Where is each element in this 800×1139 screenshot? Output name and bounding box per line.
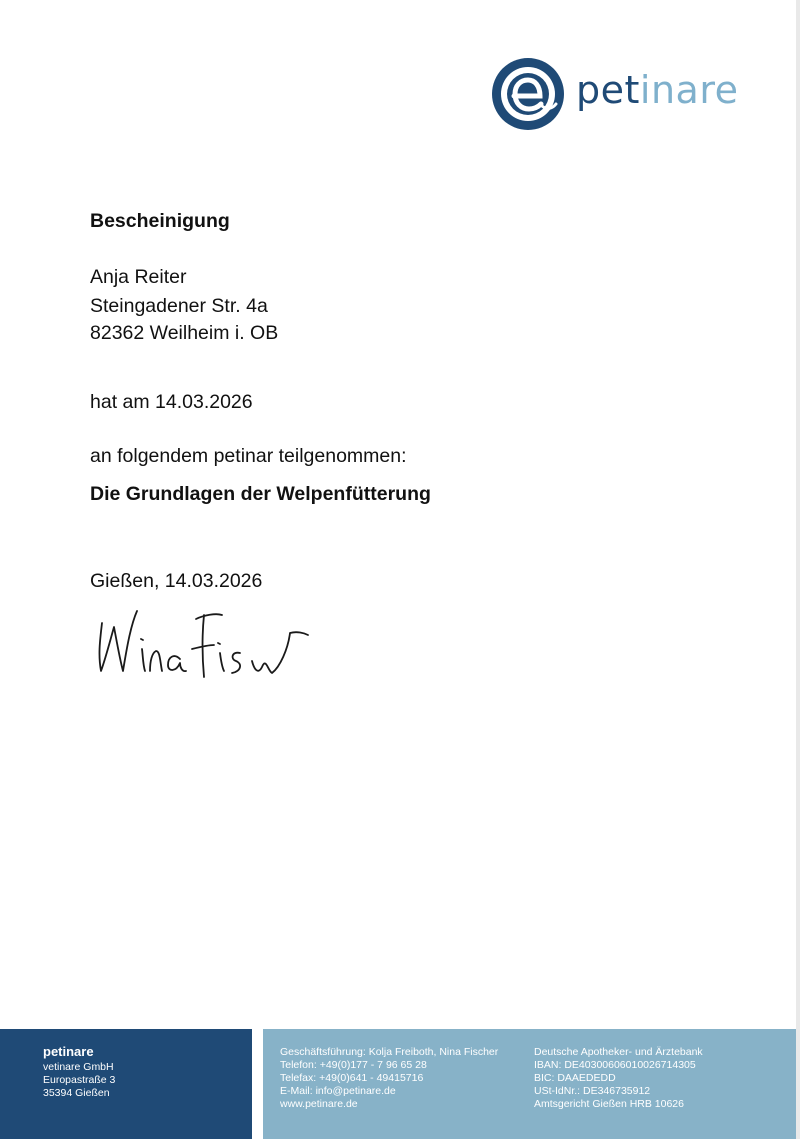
recipient-street: Steingadener Str. 4a [90, 295, 268, 317]
petinare-logo [490, 56, 750, 132]
recipient-city: 82362 Weilheim i. OB [90, 322, 279, 344]
logo-wordmark-dark: pet [576, 68, 640, 112]
footer-register: Amtsgericht Gießen HRB 10626 [534, 1098, 684, 1110]
document-heading: Bescheinigung [90, 210, 230, 232]
recipient-name: Anja Reiter [90, 266, 187, 288]
participation-date: hat am 14.03.2026 [90, 391, 253, 413]
footer-info-block [263, 1029, 796, 1139]
handwritten-signature [92, 605, 322, 685]
footer-email: E-Mail: info@petinare.de [280, 1085, 396, 1097]
footer-company-street: Europastraße 3 [43, 1074, 116, 1086]
footer-management: Geschäftsführung: Kolja Freiboth, Nina Fischer [280, 1046, 499, 1058]
footer-company-block [0, 1029, 252, 1139]
footer-company-name: vetinare GmbH [43, 1061, 114, 1073]
footer-fax: Telefax: +49(0)641 - 49415716 [280, 1072, 424, 1084]
footer-brand: petinare [43, 1044, 94, 1059]
course-title: Die Grundlagen der Welpenfütterung [90, 483, 431, 505]
footer-bank-name: Deutsche Apotheker- und Ärztebank [534, 1046, 703, 1058]
paw-circle-logo-icon [490, 56, 566, 132]
logo-wordmark [576, 68, 739, 112]
intro-line: an folgendem petinar teilgenommen: [90, 445, 407, 467]
footer-bic: BIC: DAAEDEDD [534, 1072, 616, 1084]
footer-iban: IBAN: DE40300606010026714305 [534, 1059, 696, 1071]
footer-phone: Telefon: +49(0)177 - 7 96 65 28 [280, 1059, 427, 1071]
footer-company-city: 35394 Gießen [43, 1087, 110, 1099]
logo-wordmark-light: inare [639, 68, 739, 112]
footer-website: www.petinare.de [280, 1098, 358, 1110]
footer-vat-id: USt-IdNr.: DE346735912 [534, 1085, 651, 1097]
place-date: Gießen, 14.03.2026 [90, 570, 263, 592]
page-edge [796, 0, 800, 1139]
